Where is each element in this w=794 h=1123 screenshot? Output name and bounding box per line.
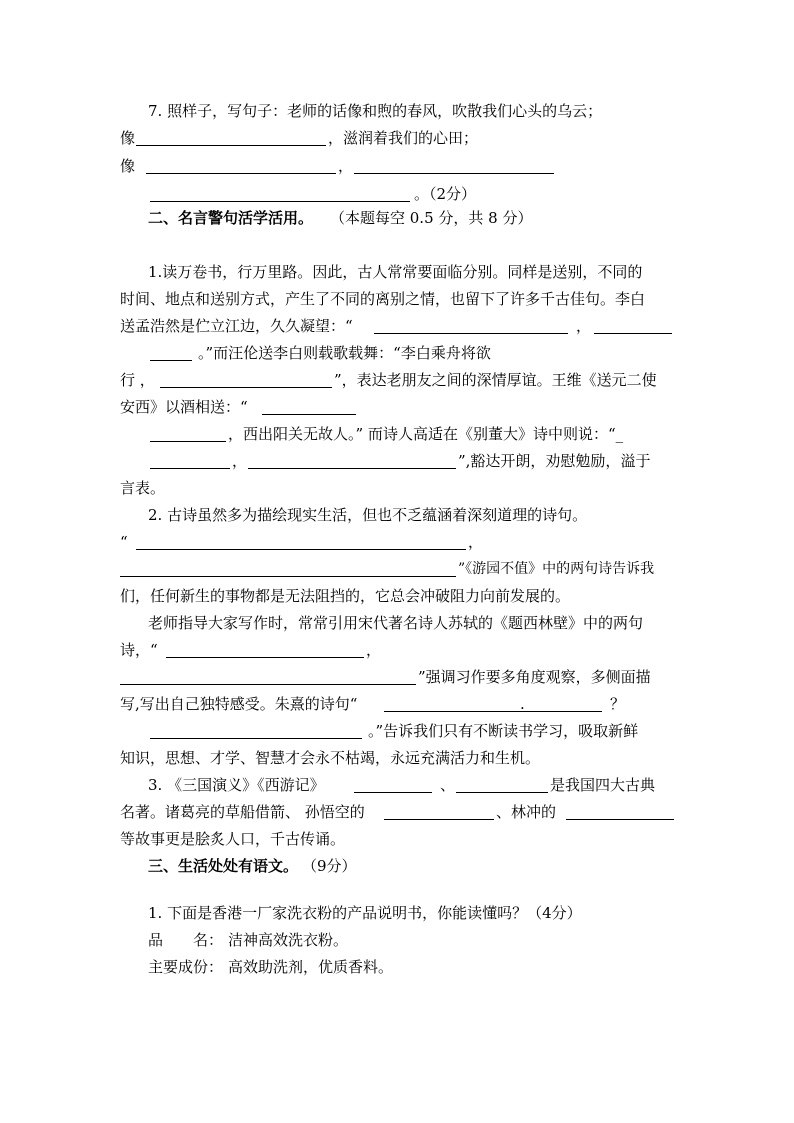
answer-blank[interactable] — [136, 549, 466, 550]
section-3-score: （9分） — [302, 857, 357, 875]
section-2-score: （本题每空 0.5 分，共 8 分） — [330, 209, 533, 227]
answer-blank[interactable] — [384, 819, 494, 820]
answer-blank[interactable] — [120, 684, 416, 685]
answer-blank[interactable] — [150, 441, 226, 442]
answer-blank[interactable] — [456, 792, 548, 793]
answer-blank[interactable] — [262, 414, 356, 415]
answer-blank[interactable] — [150, 738, 362, 739]
answer-blank[interactable] — [150, 360, 192, 361]
answer-blank[interactable] — [248, 468, 456, 469]
answer-blank[interactable] — [384, 711, 602, 712]
answer-blank[interactable] — [160, 387, 332, 388]
answer-blank[interactable] — [146, 173, 336, 174]
answer-blank[interactable] — [136, 145, 326, 146]
answer-blank[interactable] — [150, 201, 410, 202]
answer-blank[interactable] — [594, 333, 672, 334]
answer-blank[interactable] — [120, 576, 456, 577]
answer-blank[interactable] — [566, 819, 674, 820]
answer-blank[interactable] — [354, 792, 432, 793]
document-page: 7. 照样子，写句子：老师的话像和煦的春风，吹散我们心头的乌云； 像 ，滋润着我们的心田； 像 ， 。（2分） 二、名言警句活学活用。 （本题每空 0.5 分，共 8 分） 1.读万卷书，行万里路。因此，古人常常要面临分别。同样是送别，不同的 时间、地点和送别方式，产生了不同的离别之情，也留下了许多千古佳句。李白 送孟浩然是伫立江边，久久凝望：“ ， 。”而汪伦送李白则载歌载舞：“李白乘舟将欲 行 ， ”，表达老朋友之间的深情厚谊。王维《送元二使 安西》以酒相送：“ ，西出阳关无故人。” 而诗人高适在《别董大》诗中则说：“_ ， ”,豁达开朗，劝慰勉励，溢于 言表。 2. 古诗虽然多为描绘现实生活，但也不乏蕴涵着深刻道理的诗句。 “ ， ”《游园不值》中的两句诗告诉我 们，任何新生的事物都是无法阻挡的，它总会冲破阻力向前发展的。 老师指导大家写作时，常常引用宋代著名诗人苏轼的《题西林壁》中的两句 诗，“ ， ”强调习作要多角度观察，多侧面描 写,写出自己独特感受。朱熹的诗句“ . ？ 。”告诉我们只有不断读书学习，吸取新鲜 知识，思想、才学、智慧才会永不枯竭，永远充满活力和生机。 3. 《三国演义》《西游记》 、 是我国四大古典 名著。诸葛亮的草船借箭、 孙悟空的 、林冲的 等故事更是脍炙人口，千古传诵。 三、生活处处有语文。 （9分） 1. 下面是香港一厂家洗衣粉的产品说明书，你能读懂吗？（4分） 品 名： 洁神高效洗衣粉。 主要成份： 高效助洗剂，优质香料。 — [0, 0, 794, 1123]
answer-blank[interactable] — [374, 333, 568, 334]
section-2-title: 二、名言警句活学活用。 — [148, 209, 314, 227]
q7-intro: 7. 照样子，写句子：老师的话像和煦的春风，吹散我们心头的乌云； — [148, 102, 603, 120]
answer-blank[interactable] — [354, 173, 554, 174]
answer-blank[interactable] — [166, 657, 364, 658]
answer-blank[interactable] — [150, 468, 230, 469]
section-3-title: 三、生活处处有语文。 — [148, 857, 299, 875]
